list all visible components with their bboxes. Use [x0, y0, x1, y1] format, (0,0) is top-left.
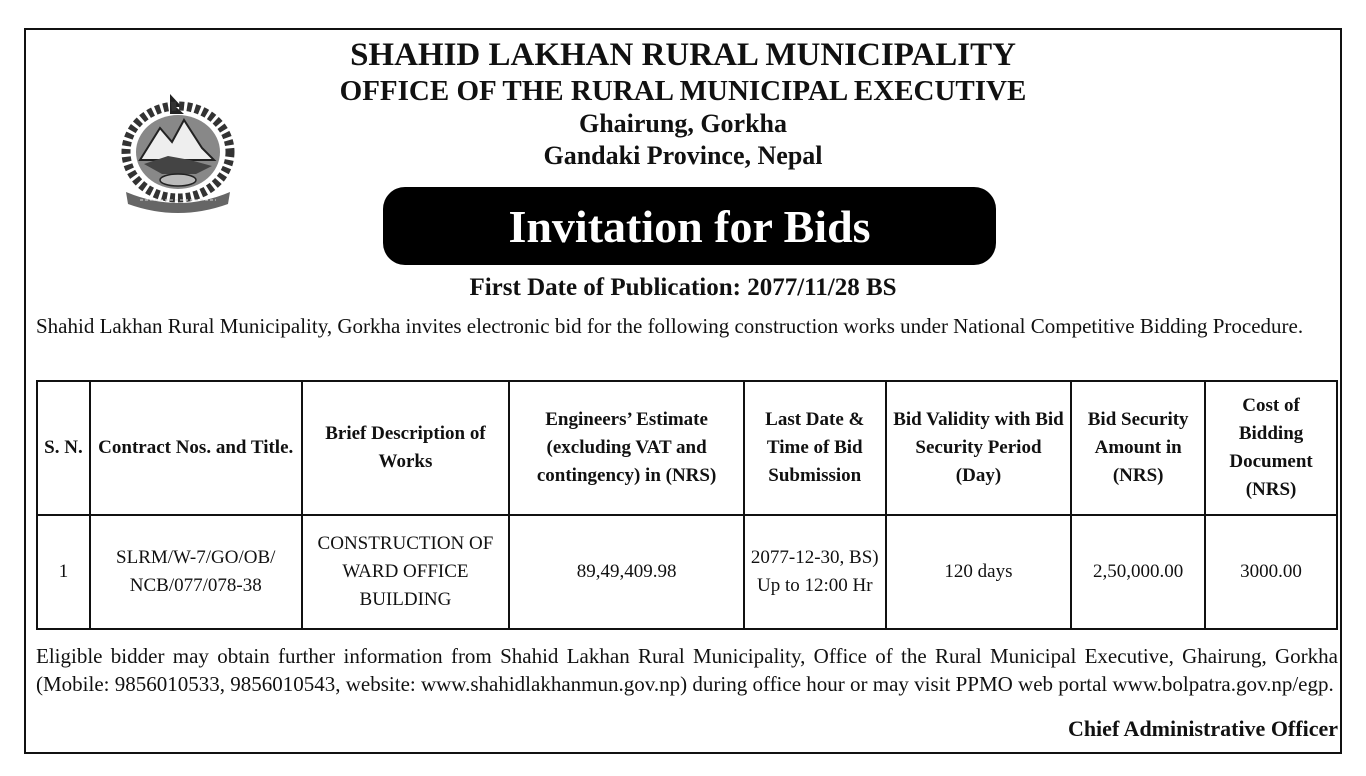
municipality-name: SHAHID LAKHAN RURAL MUNICIPALITY	[350, 37, 1016, 73]
header-last-date: Last Date & Time of Bid Submission	[744, 381, 886, 515]
table-row	[37, 515, 1337, 629]
cell-contract: SLRM/W-7/GO/OB/ NCB/077/078-38	[90, 515, 302, 629]
cell-cost: 3000.00	[1205, 515, 1337, 629]
bids-table	[36, 380, 1338, 630]
publication-date: First Date of Publication: 2077/11/28 BS	[469, 274, 897, 301]
header-validity: Bid Validity with Bid Security Period (Day)	[886, 381, 1072, 515]
office-name: OFFICE OF THE RURAL MUNICIPAL EXECUTIVE	[339, 75, 1027, 107]
header-sn: S. N.	[37, 381, 90, 515]
header-contract: Contract Nos. and Title.	[90, 381, 302, 515]
office-location: Ghairung, Gorkha	[578, 109, 788, 138]
contact-paragraph: Eligible bidder may obtain further information from Shahid Lakhan Rural Municipality, Office of the Rural Municipal Executive, Ghairung, Gorkha (Mobile: 9856010533, 9856010543, website: www.shahidlakhanmun.gov.np) during office hour or may visit PPMO web portal www.bolpatra.gov.np/egp.	[36, 644, 1338, 696]
header-estimate: Engineers’ Estimate (excluding VAT and contingency) in (NRS)	[509, 381, 744, 515]
header-cost: Cost of Bidding Document (NRS)	[1205, 381, 1337, 515]
cell-estimate: 89,49,409.98	[509, 515, 744, 629]
title-banner: Invitation for Bids	[383, 187, 996, 265]
cell-security: 2,50,000.00	[1071, 515, 1205, 629]
cell-sn: 1	[37, 515, 90, 629]
header-security: Bid Security Amount in (NRS)	[1071, 381, 1205, 515]
header	[0, 36, 1366, 172]
table-header-row	[37, 381, 1337, 515]
intro-paragraph: Shahid Lakhan Rural Municipality, Gorkha invites electronic bid for the following construction works under National Competitive Bidding Procedure.	[36, 314, 1304, 338]
cell-validity: 120 days	[886, 515, 1072, 629]
signoff: Chief Administrative Officer	[1067, 716, 1338, 741]
province-country: Gandaki Province, Nepal	[543, 141, 823, 170]
cell-last-date: 2077-12-30, BS) Up to 12:00 Hr	[744, 515, 886, 629]
header-description: Brief Description of Works	[302, 381, 510, 515]
cell-description: CONSTRUCTION OF WARD OFFICE BUILDING	[302, 515, 510, 629]
